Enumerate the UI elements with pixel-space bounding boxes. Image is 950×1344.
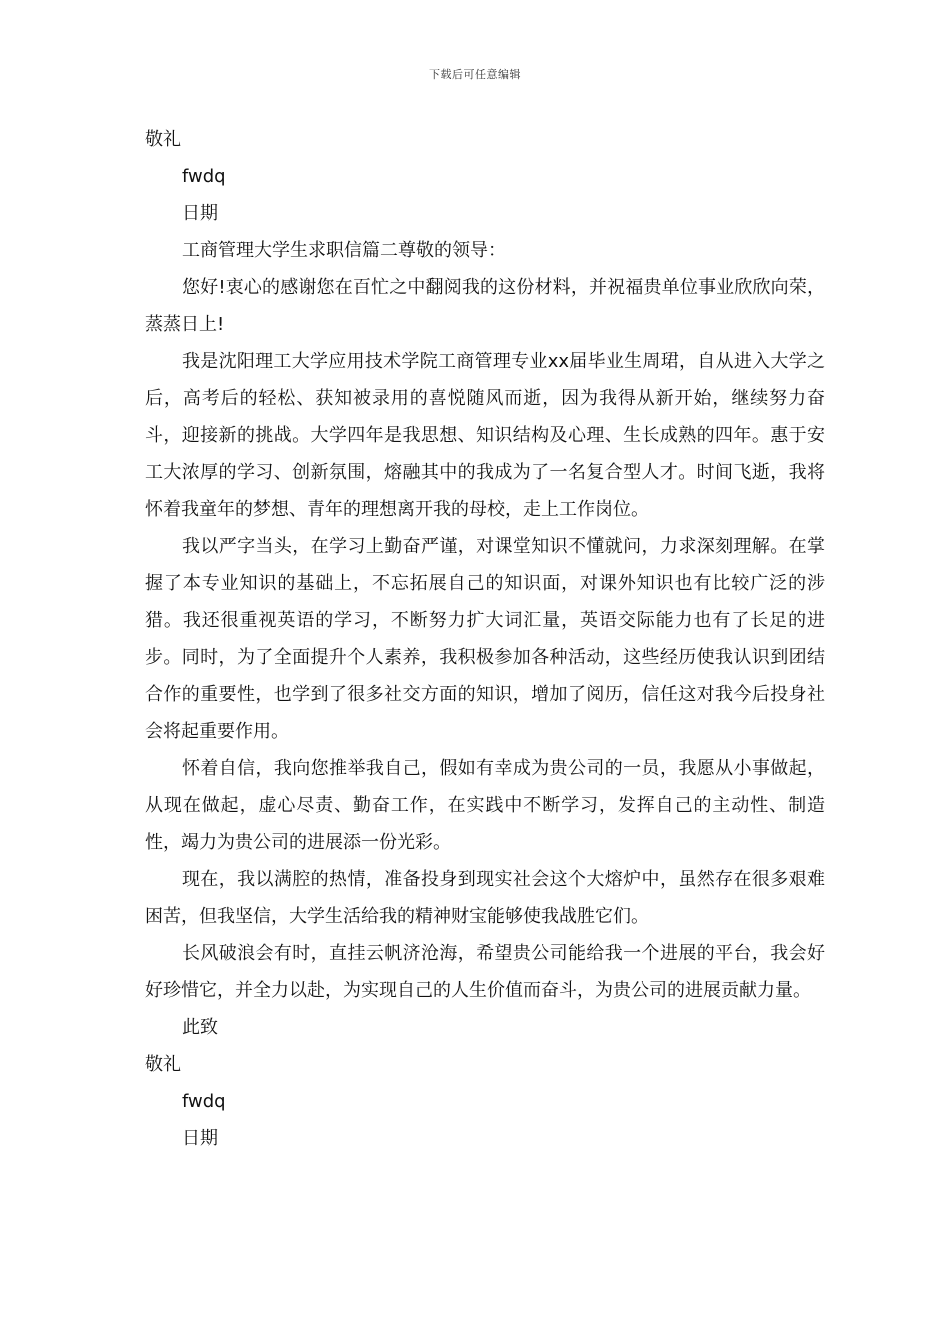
paragraph-3: 我以严字当头，在学习上勤奋严谨，对课堂知识不懂就问，力求深刻理解。在掌握了本专业知识的基础上，不忘拓展自己的知识面，对课外知识也有比较广泛的涉猎。我还很重视英语的学习，不断努力扩大词汇量，英语交际能力也有了长足的进步。同时，为了全面提升个人素养，我积极参加各种活动，这些经历使我认识到团结合作的重要性，也学到了很多社交方面的知识，增加了阅历，信任这对我今后投身社会将起重要作用。 [145, 536, 825, 742]
closing-regards: 此致 [182, 1017, 218, 1038]
paragraph-6: 长风破浪会有时，直挂云帆济沧海，希望贵公司能给我一个进展的平台，我会好好珍惜它，并全力以赴，为实现自己的人生价值而奋斗，为贵公司的进展贡献力量。 [145, 943, 825, 1001]
paragraph-2: 我是沈阳理工大学应用技术学院工商管理专业xx届毕业生周珺，自从进入大学之后，高考后的轻松、获知被录用的喜悦随风而逝，因为我得从新开始，继续努力奋斗，迎接新的挑战。大学四年是我思想、知识结构及心理、生长成熟的四年。惠于安工大浓厚的学习、创新氛围，熔融其中的我成为了一名复合型人才。时间飞逝，我将怀着我童年的梦想、青年的理想离开我的母校，走上工作岗位。 [145, 351, 825, 520]
letter-title-greeting: 工商管理大学生求职信篇二尊敬的领导： [182, 240, 506, 261]
page-header-note: 下载后可任意编辑 [429, 68, 521, 81]
paragraph-5: 现在，我以满腔的热情，准备投身到现实社会这个大熔炉中，虽然存在很多艰难困苦，但我坚信，大学生活给我的精神财宝能够使我战胜它们。 [145, 869, 825, 927]
date-2: 日期 [182, 1128, 218, 1149]
salute-2: 敬礼 [145, 1054, 181, 1075]
paragraph-4: 怀着自信，我向您推举我自己，假如有幸成为贵公司的一员，我愿从小事做起，从现在做起，虚心尽责、勤奋工作，在实践中不断学习，发挥自己的主动性、制造性，竭力为贵公司的进展添一份光彩。 [145, 758, 825, 853]
paragraph-1: 您好!衷心的感谢您在百忙之中翻阅我的这份材料，并祝福贵单位事业欣欣向荣，蒸蒸日上! [145, 277, 825, 335]
document-body [145, 121, 825, 1157]
signature-1: fwdq [182, 166, 226, 187]
signature-2: fwdq [182, 1091, 226, 1112]
salute-1: 敬礼 [145, 129, 181, 150]
date-1: 日期 [182, 203, 218, 224]
